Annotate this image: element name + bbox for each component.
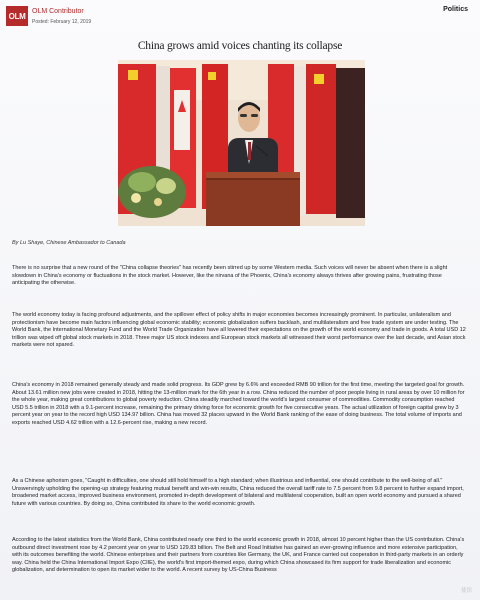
watermark: 使馆 <box>460 588 472 594</box>
article-paragraph-3: China's economy in 2018 remained generally steady and made solid progress. Its GDP grew by 6.6% and exceeded RMB 90 trillion for the first time, meeting the targeted goal for growth. About 13.61 million new jobs were created in 2018, hitting the 13-million mark for the 6th year in a row. China reduced the number of poor people living in rural areas by over 10 million for the whole year, making great contributions to global poverty reduction. China steadily marched toward the world's largest consumer of commodities. Commodity consumption reached USD 5.5 trillion in 2018 with a 9.1-percent increase, remaining the primary driving force for economic growth for five consecutive years. The actual utilization of foreign capital grew by 3 percent year on year to the record high USD 134.97 billion. China has moved 32 places upward in the World Bank ranking of the ease of doing business. The total volume of imports and exports reached USD 4.62 trillion with a 12.6-percent rise, making a new record. <box>12 382 465 426</box>
contributor-name[interactable]: OLM Contributor <box>32 8 84 15</box>
section-label[interactable]: Politics <box>443 6 468 13</box>
article-paragraph-4: As a Chinese aphorism goes, "Caught in difficulties, one should still hold himself to a high standard; when illustrious and influential, one should contribute to the well-being of all." Unswervingly upholding the opening-up strategy featuring mutual benefit and win-win results, China reduced the overall tariff rate to 7.5 percent from 9.8 percent to further expand import, broadened market access, improved business environment, promoted in-depth development of bilateral and multilateral cooperation, built an open world economy and pursued a shared future with various countries. By doing so, China contributed its share to the world economic growth. <box>12 478 464 507</box>
flower-arrangement <box>118 166 186 218</box>
article-paragraph-1: There is no surprise that a new round of the "China collapse theories" has recently been stirred up by some Western media. Such voices will never be absent when there is a slight slowdown in China's economy or fluctuations in the stock market. However, like the nirvana of the Phoenix, China's economy always thrives after growing pains, frustrating those anticipating the otherwise. <box>12 265 448 287</box>
logo-text: OLM <box>8 11 26 21</box>
article-paragraph-2: The world economy today is facing profound adjustments, and the spillover effect of policy shifts in major economies becomes increasingly prominent. In particular, unilateralism and protectionism have become main factors influencing global economic stability; economic globalization suffers backlash, and multilateralism and free trade system are under testing. The World Bank, the International Monetary Fund and the World Trade Organization have all lowered their expectations on the growth of the world economy and trade in goods. A total USD 12 trillion was wiped off global stock markets in 2018. Three major US stock indexes and European stock markets all witnessed their worst performance over the last decade, and Asian stock markets were not spared. <box>12 312 466 349</box>
article-paragraph-5: According to the latest statistics from the World Bank, China contributed nearly one third to the world economic growth in 2018, almost 10 percent higher than the US contribution. China's outbound direct investment rose by 4.2 percent year on year to USD 129.83 billion. The Belt and Road Initiative has gained an ever-growing influence and more extensive participation, with its outcomes benefiting the world. Chinese enterprises and their partners from countries like Germany, the UK, and France carried out cooperation in third-party markets in an orderly way. China held the China International Import Expo (CIIE), the world's first import-themed expo, during which China showcased its firm support for trade liberalization and economic globalization, and determination to open its market wider to the world. A recent survey by US-China Business <box>12 537 465 574</box>
photo-illustration <box>118 60 365 226</box>
article-photo <box>118 60 365 226</box>
article-headline: China grows amid voices chanting its collapse <box>137 40 343 52</box>
posted-date: Posted: February 12, 2019 <box>32 19 92 25</box>
article-byline: By Lu Shaye, Chinese Ambassador to Canada <box>12 240 126 246</box>
olm-logo[interactable] <box>6 6 28 26</box>
podium <box>206 172 300 226</box>
